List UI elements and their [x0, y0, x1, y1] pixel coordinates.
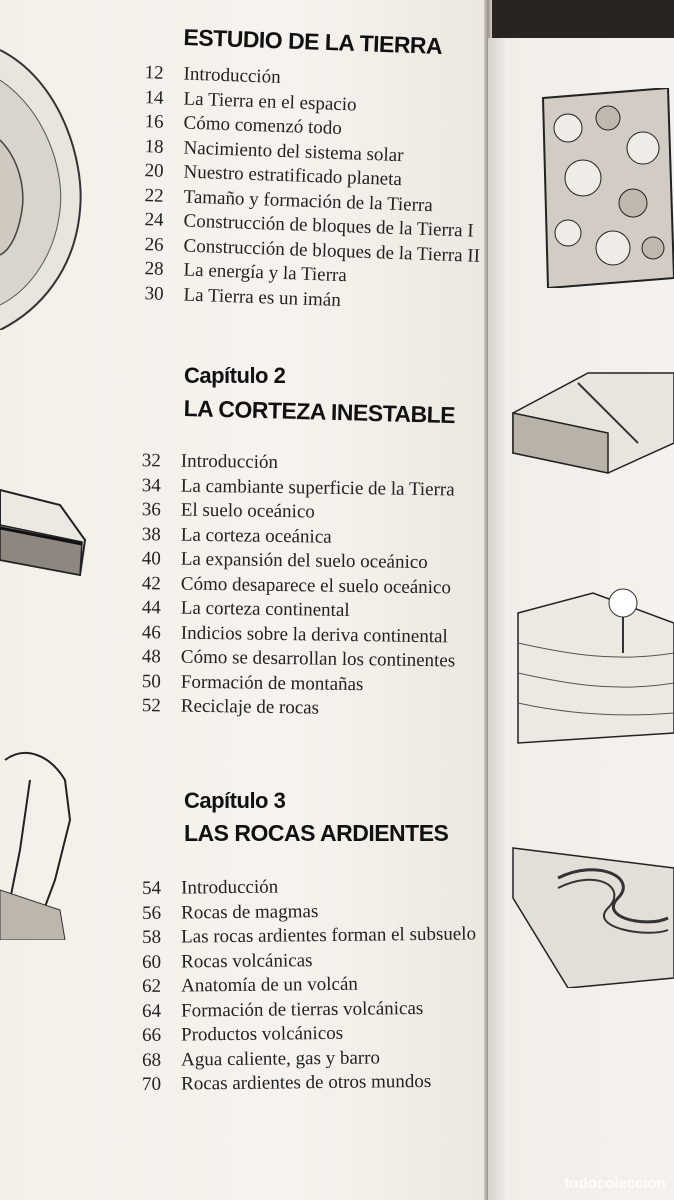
toc-page-number: 18: [144, 135, 164, 158]
toc-entry-title: Rocas ardientes de otros mundos: [180, 1070, 432, 1095]
toc-page-number: 14: [144, 86, 164, 109]
toc-entry-title: Formación de tierras volcánicas: [180, 997, 424, 1022]
toc-entry: [137, 899, 487, 927]
toc-entry-title: Formación de montañas: [180, 671, 364, 695]
toc-page-number: 22: [144, 184, 164, 207]
toc-page-number: 36: [141, 499, 161, 521]
chapter3-label: Capítulo 3: [184, 788, 286, 813]
toc-entry: [137, 1046, 487, 1074]
toc-page-number: 48: [141, 646, 161, 668]
toc-entry-title: Construcción de bloques de la Tierra II: [183, 235, 481, 267]
toc-page-number: 58: [141, 926, 162, 948]
toc-entry-title: La corteza continental: [180, 597, 350, 621]
crust-block-illustration: [0, 480, 92, 600]
toc-entry-title: Anatomía de un volcán: [180, 973, 358, 997]
toc-entry: [137, 1021, 487, 1049]
earth-cross-section-illustration: [0, 40, 90, 330]
toc-page-number: 16: [144, 111, 164, 133]
toc-entry: [137, 597, 487, 626]
toc-entry-title: La cambiante superficie de la Tierra: [180, 475, 455, 500]
toc-page-number: 32: [141, 450, 161, 472]
toc-entry-title: Nacimiento del sistema solar: [183, 137, 404, 166]
toc-entry: [137, 874, 487, 902]
toc-entry-title: Agua caliente, gas y barro: [180, 1046, 381, 1071]
watermark-logo: todocoleccion: [564, 1175, 666, 1192]
geologist-figure-illustration: [0, 740, 75, 940]
toc-page-number: 30: [144, 282, 164, 305]
chapter2-title: LA CORTEZA INESTABLE: [183, 395, 456, 429]
toc-entry: [137, 972, 487, 1000]
toc-page-number: 20: [144, 160, 164, 182]
toc-entry: [137, 997, 487, 1025]
toc-page-number: 62: [141, 975, 162, 997]
landscape-cross-section-illustration: [513, 583, 674, 753]
toc-entry-title: Nuestro estratificado planeta: [183, 161, 403, 191]
toc-entry-title: Introducción: [180, 876, 279, 899]
toc-entry: [137, 695, 487, 724]
toc-page-number: 12: [144, 62, 164, 84]
toc-page-number: 60: [141, 951, 162, 973]
toc-page-number: 38: [141, 523, 161, 545]
river-meander-illustration: [508, 838, 674, 988]
toc-page-number: 28: [144, 258, 164, 280]
toc-entry-title: La expansión del suelo oceánico: [180, 548, 428, 574]
toc-entry-title: Construcción de bloques de la Tierra I: [183, 210, 475, 242]
toc-page-number: 54: [141, 877, 162, 899]
toc-entry-title: Introducción: [180, 450, 279, 473]
toc-page-number: 64: [141, 1000, 162, 1022]
toc-page-number: 56: [141, 902, 162, 924]
toc-page-number: 68: [141, 1049, 162, 1071]
toc-page-number: 52: [141, 695, 161, 717]
toc-entry-title: Rocas de magmas: [180, 900, 319, 924]
toc-page-number: 26: [144, 233, 164, 256]
chapter2-label: Capítulo 2: [184, 363, 286, 388]
toc-page-number: 42: [141, 572, 161, 594]
toc-page-number: 40: [141, 548, 161, 570]
toc-page-number: 46: [141, 621, 161, 643]
toc-entry-title: Las rocas ardientes forman el subsuelo: [180, 923, 477, 948]
toc-page-number: 70: [141, 1073, 162, 1095]
toc-entry-title: Cómo desaparece el suelo oceánico: [180, 573, 452, 598]
chapter3-title: LAS ROCAS ARDIENTES: [184, 820, 449, 846]
toc-entry-title: Productos volcánicos: [180, 1022, 344, 1046]
toc-entry: [137, 923, 487, 951]
toc-entry: [137, 548, 487, 577]
toc-page-number: 50: [141, 670, 161, 692]
toc-entry-title: El suelo oceánico: [180, 499, 315, 523]
toc-page-number: 34: [141, 474, 161, 496]
toc-entry: [137, 646, 487, 675]
toc-entry: [137, 1070, 487, 1098]
toc-entry-title: La corteza oceánica: [180, 524, 332, 548]
toc-page-number: 66: [141, 1024, 162, 1046]
toc-page-number: 44: [141, 597, 161, 619]
toc-entry-title: La Tierra es un imán: [183, 284, 342, 311]
toc-entry-title: Reciclaje de rocas: [180, 695, 320, 719]
toc-entry-title: Tamaño y formación de la Tierra: [183, 186, 434, 216]
toc-page-number: 24: [144, 209, 164, 231]
toc-entry-title: Indicios sobre la deriva continental: [180, 622, 448, 647]
toc-entry: [137, 499, 487, 528]
toc-entry-title: Cómo comenzó todo: [183, 112, 343, 140]
toc-entry: [137, 450, 487, 479]
toc-entry-title: Rocas volcánicas: [180, 949, 313, 973]
rock-texture-illustration: [538, 88, 674, 288]
toc-entry-title: Introducción: [183, 63, 281, 88]
chapter1-title: ESTUDIO DE LA TIERRA: [183, 24, 443, 60]
fault-block-illustration: [508, 353, 674, 493]
toc-entry: [137, 948, 487, 976]
toc-entry-title: La energía y la Tierra: [183, 259, 348, 287]
toc-entry-title: Cómo se desarrollan los continentes: [180, 646, 456, 672]
toc-entry-title: La Tierra en el espacio: [183, 88, 357, 116]
book-page-right: [488, 38, 674, 1200]
